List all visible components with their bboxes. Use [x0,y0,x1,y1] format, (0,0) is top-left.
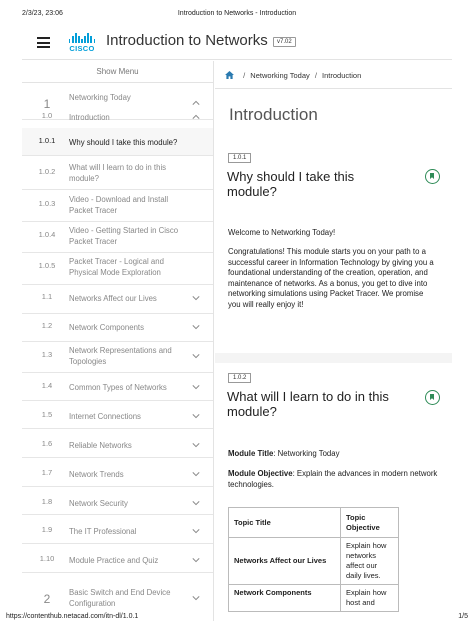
sidebar-menu [22,61,214,621]
section-title: Why should I take this module? [227,169,355,199]
sidebar-item-number: 1.0.1 [38,136,56,145]
chevron-down-icon[interactable] [192,352,200,360]
sidebar-item[interactable] [22,105,214,129]
chevron-down-icon[interactable] [192,441,200,449]
sidebar-divider [22,572,214,573]
sidebar-item[interactable] [22,404,214,428]
sidebar-item-number: 1.0 [41,111,53,120]
sidebar-item[interactable] [22,519,214,543]
show-menu-button[interactable]: Show Menu [22,61,213,83]
sidebar-item[interactable] [22,286,214,310]
intro-paragraph: Congratulations! This module starts you on your path to a successful career in Information Technology by giving you a foundational understanding of the creation, operation, and maintenance of networks. As a bonus, you get to dive into networking simulations using Packet Tracer. We promise you will really enjoy it! [228,247,434,309]
sidebar-divider [22,457,214,458]
sidebar-item-label: Networking Today [69,93,131,102]
table-cell: Networks Affect our Lives [229,538,341,585]
top-bar [22,26,452,60]
print-page-number: 1/5 [458,613,468,620]
sidebar-item[interactable] [22,548,214,572]
sidebar-divider [22,428,214,429]
section-title: What will I learn to do in this module? [227,389,389,419]
cisco-logo [66,33,98,55]
sidebar-item[interactable] [22,581,214,615]
sidebar-item-label: Video - Download and Install Packet Tracer [69,195,169,215]
sidebar-item-label: Introduction [69,112,110,122]
sidebar-item-number: 1.0.2 [38,167,56,176]
sidebar-item-number: 1.0.3 [38,199,56,208]
home-icon[interactable] [225,71,234,81]
bookmark-icon[interactable] [425,390,440,405]
table-cell: Explain how host and [341,585,399,612]
sidebar-item-label: The IT Professional [69,526,137,536]
sidebar-item-label: Reliable Networks [69,440,132,450]
page-title: Introduction [229,105,318,124]
sidebar-divider [22,372,214,373]
module-objective-text: Module Objective: Explain the advances in modern network technologies. [228,469,438,489]
sidebar-item-label: Module Practice and Quiz [69,555,159,565]
chevron-down-icon[interactable] [192,499,200,507]
sidebar-item[interactable] [22,188,214,222]
sidebar-divider [22,543,214,544]
chevron-up-icon[interactable] [192,113,200,121]
sidebar-divider [22,313,214,314]
sidebar-item-label: Network Representations and Topologies [69,346,172,366]
chevron-down-icon[interactable] [192,470,200,478]
chevron-down-icon[interactable] [192,294,200,302]
sidebar-divider [22,284,214,285]
chevron-down-icon[interactable] [192,412,200,420]
sidebar-divider [22,486,214,487]
sidebar-item-number: 1.5 [41,410,53,419]
table-cell: Explain how networks affect our daily lives. [341,538,399,585]
sidebar-item-number: 1.9 [41,525,53,534]
sidebar-item-label: Internet Connections [69,411,141,421]
breadcrumb: / Networking Today / Introduction [215,61,452,89]
sidebar-item-label: Network Trends [69,469,124,479]
sidebar-item[interactable] [22,156,214,190]
breadcrumb-introduction[interactable]: Introduction [322,71,362,80]
sidebar-item-label: Basic Switch and End Device Configuration [69,588,171,608]
chevron-down-icon[interactable] [192,323,200,331]
table-cell: Network Components [229,585,341,612]
app-title: Introduction to Networks [106,32,268,49]
sidebar-item-label: Packet Tracer - Logical and Physical Mode Exploration [69,257,164,277]
sidebar-item-label: Networks Affect our Lives [69,293,157,303]
sidebar-item-label: Network Security [69,498,128,508]
print-title: Introduction to Networks - Introduction [177,10,297,17]
bookmark-icon[interactable] [425,169,440,184]
sidebar-item-number: 1.4 [41,381,53,390]
section-card-1-0-2 [215,363,452,621]
table-header-cell: Topic Objective [341,508,399,538]
sidebar-item-label: Network Components [69,322,144,332]
sidebar-item-number: 1.10 [39,554,55,563]
breadcrumb-networking-today[interactable]: Networking Today [250,71,310,80]
module-title-text: Module Title: Networking Today [228,449,340,458]
chevron-down-icon[interactable] [192,383,200,391]
sidebar-item-number: 2 [43,592,51,606]
welcome-text: Welcome to Networking Today! [228,228,336,237]
hamburger-menu-icon[interactable] [37,37,50,48]
table-header-cell: Topic Title [229,508,341,538]
section-badge: 1.0.1 [228,153,251,163]
sidebar-item-number: 1.0.5 [38,261,56,270]
sidebar-item-label: Video - Getting Started in Cisco Packet Tracer [69,226,179,246]
print-date: 2/3/23, 23:06 [22,10,63,17]
table-header-row [229,508,399,538]
sidebar-item-number: 1.0.4 [38,230,56,239]
sidebar-item-label: What will I learn to do in this module? [69,163,167,183]
version-badge: v7.02 [273,37,296,47]
sidebar-item-number: 1 [43,97,51,111]
chevron-down-icon[interactable] [192,556,200,564]
logo-text: CISCO [69,44,95,53]
sidebar-item-number: 1.3 [41,350,53,359]
chevron-down-icon[interactable] [192,594,200,602]
print-header [0,0,474,22]
topics-table [228,507,399,612]
sidebar-item[interactable] [22,250,214,284]
section-card-1-0-1 [215,141,452,353]
sidebar-item-number: 1.2 [41,321,53,330]
sidebar-item-label: Why should I take this module? [69,137,178,147]
table-row [229,538,399,585]
sidebar-item[interactable] [22,433,214,457]
sidebar-item[interactable] [22,128,214,156]
sidebar-item[interactable] [22,315,214,339]
sidebar-divider [22,400,214,401]
sidebar-item-number: 1.7 [41,468,53,477]
sidebar-item[interactable] [22,375,214,399]
sidebar-item[interactable] [22,219,214,253]
sidebar-item[interactable] [22,462,214,486]
sidebar-item-number: 1.6 [41,439,53,448]
section-badge: 1.0.2 [228,373,251,383]
sidebar-item-label: Common Types of Networks [69,382,167,392]
print-url: https://contenthub.netacad.com/itn-dl/1.0.1 [6,613,139,620]
sidebar-item-number: 1.8 [41,497,53,506]
sidebar-divider [22,514,214,515]
sidebar-item-number: 1.1 [41,292,53,301]
sidebar-item[interactable] [22,491,214,515]
main-content [215,61,452,621]
chevron-down-icon[interactable] [192,527,200,535]
table-row [229,585,399,612]
sidebar-item[interactable] [22,339,214,373]
